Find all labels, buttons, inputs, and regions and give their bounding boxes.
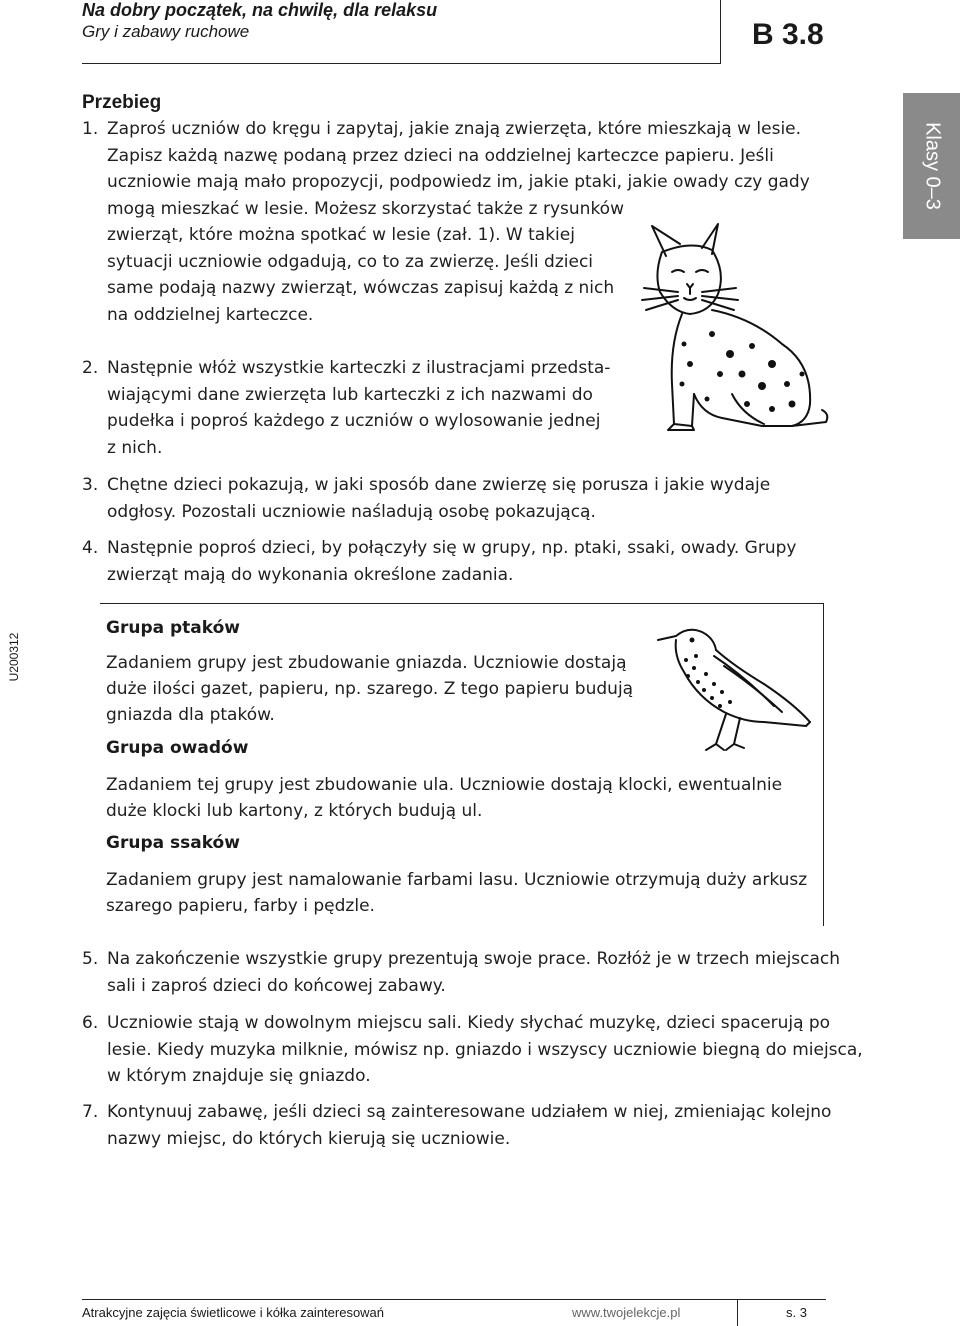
text-line: Następnie poproś dzieci, by połączyły się w grupy, np. ptaki, ssaki, owady. Grupy xyxy=(107,538,797,558)
step-number: 5. xyxy=(82,949,99,969)
text-line: Następnie włóż wszystkie karteczki z ilustracjami przedsta- xyxy=(107,358,611,378)
text-line: na oddzielnej karteczce. xyxy=(107,304,314,325)
footer-publication: Atrakcyjne zajęcia świetlicowe i kółka zainteresowań xyxy=(82,1305,385,1320)
text-line: lesie. Kiedy muzyka milknie, mówisz np. gniazdo i wszyscy uczniowie biegną do miejsca, xyxy=(107,1039,863,1060)
step-number: 3. xyxy=(82,475,99,495)
text-line: w którym znajduje się gniazdo. xyxy=(107,1066,371,1086)
text-line: Zadaniem grupy jest namalowanie farbami lasu. Uczniowie otrzymują duży arkusz xyxy=(106,870,808,890)
step-text xyxy=(107,535,796,588)
section-title: Przebieg xyxy=(82,92,162,113)
header-divider-vertical xyxy=(720,0,721,64)
step-number: 2. xyxy=(82,358,99,378)
step-text xyxy=(107,355,610,461)
group-text-birds xyxy=(106,650,633,728)
text-line: same podają nazwy zwierząt, wówczas zapisuj każdą z nich xyxy=(107,278,615,298)
step-text xyxy=(107,472,770,525)
text-line: Zadaniem tej grupy jest zbudowanie ula. Uczniowie dostają klocki, ewentualnie xyxy=(106,775,783,795)
group-text-insects xyxy=(106,772,782,824)
group-text-mammals xyxy=(106,867,807,919)
text-line: Zapisz każdą nazwę podaną przez dzieci na oddzielnej karteczce papieru. Jeśli xyxy=(107,145,774,166)
step-text xyxy=(107,1010,863,1090)
group-title-birds: Grupa ptaków xyxy=(106,618,240,638)
text-line: Zadaniem grupy jest zbudowanie gniazda. Uczniowie dostają xyxy=(106,653,627,673)
text-line: sytuacji uczniowie odgadują, co to za zwierzę. Jeśli dzieci xyxy=(107,251,594,272)
text-line: z nich. xyxy=(107,437,163,458)
footer-divider-vertical xyxy=(737,1299,738,1326)
step-number: 4. xyxy=(82,538,99,558)
lynx-illustration xyxy=(632,214,832,436)
group-title-insects: Grupa owadów xyxy=(106,738,249,758)
text-line: Na zakończenie wszystkie grupy prezentują swoje prace. Rozłóż je w trzech miejscach xyxy=(107,949,841,969)
footer-divider xyxy=(82,1299,826,1300)
text-line: uczniowie mają mało propozycji, podpowiedz im, jakie ptaki, jakie owady czy gady xyxy=(107,172,810,192)
text-line: zwierząt, które można spotkać w lesie (zał. 1). W takiej xyxy=(107,225,575,245)
footer-url-link[interactable]: www.twojelekcje.pl xyxy=(572,1305,681,1320)
text-line: nazwy miejsc, do których kierują się uczniowie. xyxy=(107,1128,511,1149)
text-line: Zaproś uczniów do kręgu i zapytaj, jakie znają zwierzęta, które mieszkają w lesie. xyxy=(107,119,802,139)
thrush-illustration xyxy=(654,626,814,756)
text-line: mogą mieszkać w lesie. Możesz skorzystać także z rysunków xyxy=(107,198,624,219)
step-text xyxy=(107,1099,831,1152)
text-line: szarego papieru, farby i pędzle. xyxy=(106,896,375,916)
text-line: sali i zaproś dzieci do końcowej zabawy. xyxy=(107,975,446,996)
module-code: B 3.8 xyxy=(752,18,824,51)
step-number: 7. xyxy=(82,1102,99,1122)
document-code: U200312 xyxy=(7,632,21,682)
step-text xyxy=(107,946,840,999)
text-line: zwierząt mają do wykonania określone zadania. xyxy=(107,564,514,585)
text-line: Uczniowie stają w dowolnym miejscu sali. Kiedy słychać muzykę, dzieci spacerują po xyxy=(107,1013,831,1033)
text-line: Kontynuuj zabawę, jeśli dzieci są zainteresowane udziałem w niej, zmieniając kolejno xyxy=(107,1102,832,1122)
text-line: odgłosy. Pozostali uczniowie naśladują osobę pokazującą. xyxy=(107,501,596,522)
grade-side-tab xyxy=(903,93,960,239)
text-line: duże ilości gazet, papieru, np. szarego. Z tego papieru budują xyxy=(106,679,634,699)
page-header-subtitle: Gry i zabawy ruchowe xyxy=(82,22,250,41)
text-line: Chętne dzieci pokazują, w jaki sposób dane zwierzę się porusza i jakie wydaje xyxy=(107,475,771,495)
text-line: gniazda dla ptaków. xyxy=(106,705,275,725)
grade-side-tab-label: Klasy 0–3 xyxy=(921,122,943,210)
header-divider-horizontal xyxy=(82,63,720,64)
page-number: s. 3 xyxy=(786,1305,807,1320)
text-line: pudełka i poproś każdego z uczniów o wylosowanie jednej xyxy=(107,411,601,431)
group-title-mammals: Grupa ssaków xyxy=(106,833,240,853)
step-number: 6. xyxy=(82,1013,99,1033)
text-line: wiającymi dane zwierzęta lub karteczki z ich nazwami do xyxy=(107,384,593,405)
text-line: duże klocki lub kartony, z których budują ul. xyxy=(106,801,483,821)
page-header-title: Na dobry początek, na chwilę, dla relaksu xyxy=(82,0,438,20)
step-number: 1. xyxy=(82,119,99,139)
